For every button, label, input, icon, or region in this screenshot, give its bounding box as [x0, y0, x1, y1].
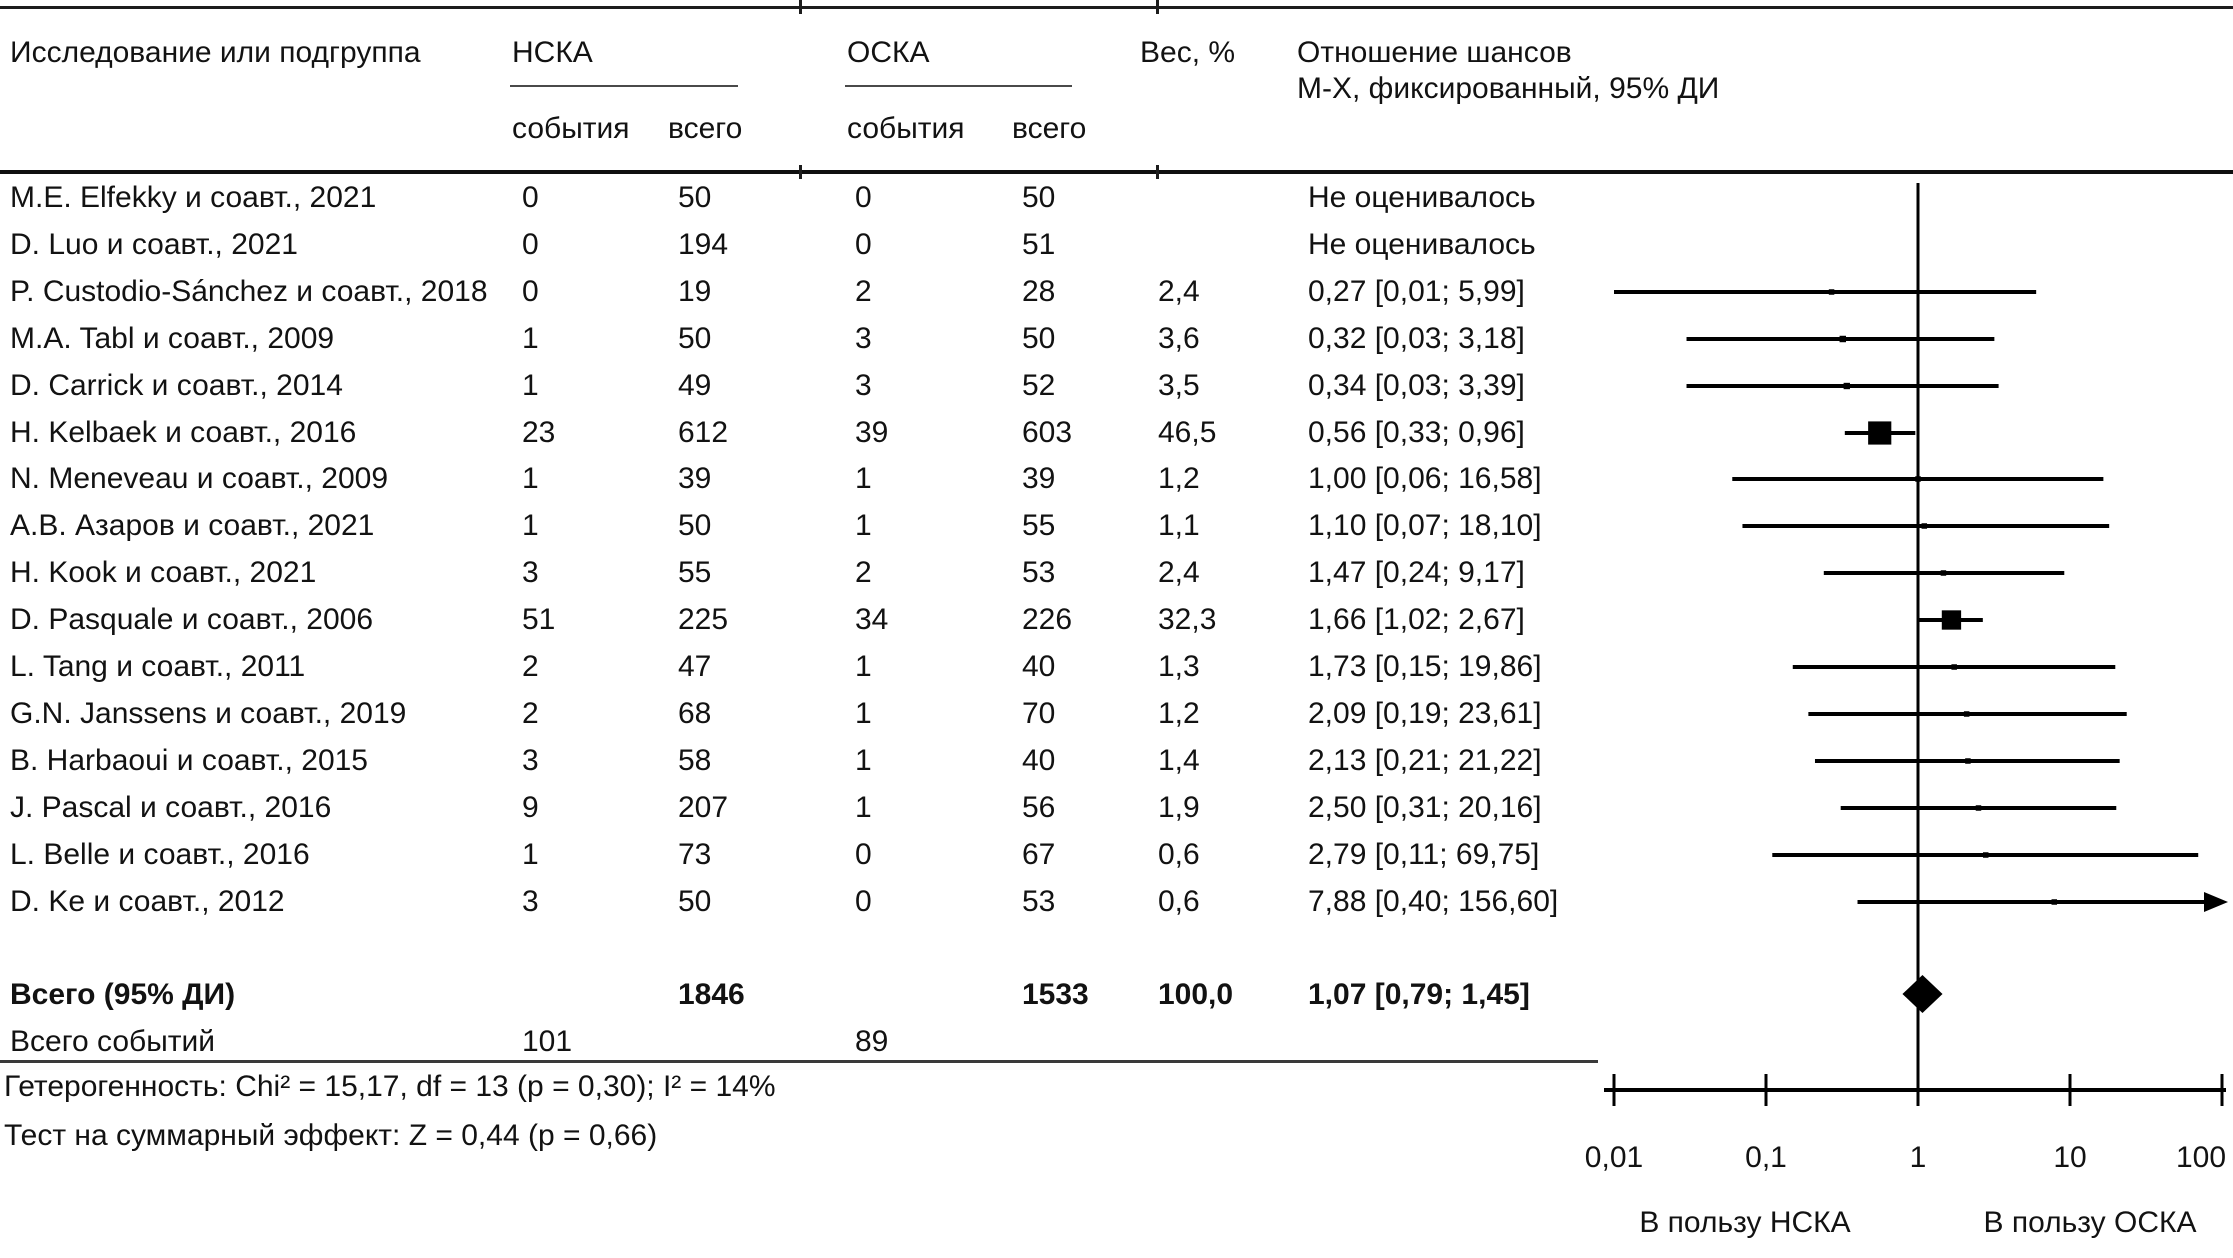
weight: 46,5 [1158, 416, 1217, 449]
oska-total: 70 [1022, 697, 1056, 730]
axis-tick-label: 1 [1909, 1141, 1927, 1174]
or-marker [1915, 476, 1921, 482]
or-marker [1965, 758, 1971, 764]
nska-total: 50 [678, 322, 712, 355]
column-header-weight: Вес, % [1140, 36, 1236, 69]
total-events-nska: 101 [522, 1025, 573, 1058]
nska-events: 9 [522, 791, 539, 824]
or-ci: 1,47 [0,24; 9,17] [1308, 556, 1525, 589]
total-row-label: Всего (95% ДИ) [10, 978, 236, 1011]
oska-total: 50 [1022, 181, 1056, 214]
oska-events: 1 [855, 697, 872, 730]
nska-total: 50 [678, 181, 712, 214]
oska-total: 39 [1022, 462, 1056, 495]
oska-total: 52 [1022, 369, 1056, 402]
study-name: N. Meneveau и соавт., 2009 [10, 462, 389, 495]
nska-events: 3 [522, 885, 539, 918]
weight: 1,2 [1158, 462, 1200, 495]
oska-events: 1 [855, 462, 872, 495]
favors-left-label: В пользу НСКА [1639, 1206, 1851, 1239]
nska-total: 58 [678, 744, 712, 777]
study-name: D. Luo и соавт., 2021 [10, 228, 298, 261]
study-name: L. Tang и соавт., 2011 [10, 650, 306, 683]
total-or-ci: 1,07 [0,79; 1,45] [1308, 978, 1530, 1011]
oska-total: 603 [1022, 416, 1073, 449]
weight: 1,3 [1158, 650, 1200, 683]
study-name: D. Carrick и соавт., 2014 [10, 369, 343, 402]
oska-total: 55 [1022, 509, 1056, 542]
column-header-nska-events: события [512, 112, 630, 145]
nska-total: 207 [678, 791, 729, 824]
column-header-or-line1: Отношение шансов [1297, 36, 1572, 69]
total-events-oska: 89 [855, 1025, 889, 1058]
or-ci: 1,10 [0,07; 18,10] [1308, 509, 1542, 542]
or-marker [1868, 421, 1891, 444]
nska-events: 51 [522, 603, 556, 636]
or-marker [1941, 570, 1947, 576]
nska-total: 225 [678, 603, 729, 636]
nska-events: 0 [522, 228, 539, 261]
column-header-nska-total: всего [668, 112, 743, 145]
oska-events: 0 [855, 228, 872, 261]
column-header-nska-group: НСКА [512, 36, 593, 69]
heterogeneity-note: Гетерогенность: Chi² = 15,17, df = 13 (p = 0,30); I² = 14% [4, 1070, 776, 1103]
column-header-oska-events: события [847, 112, 965, 145]
oska-total: 40 [1022, 650, 1056, 683]
or-ci: 0,32 [0,03; 3,18] [1308, 322, 1525, 355]
or-ci: 2,79 [0,11; 69,75] [1308, 838, 1540, 871]
study-name: H. Kook и соавт., 2021 [10, 556, 317, 589]
column-header-or-line2: М-Х, фиксированный, 95% ДИ [1297, 72, 1720, 105]
oska-total: 51 [1022, 228, 1056, 261]
study-name: B. Harbaoui и соавт., 2015 [10, 744, 368, 777]
or-marker [1844, 383, 1850, 389]
or-ci: 0,34 [0,03; 3,39] [1308, 369, 1525, 402]
nska-total: 50 [678, 509, 712, 542]
oska-events: 0 [855, 838, 872, 871]
or-ci: 2,09 [0,19; 23,61] [1308, 697, 1542, 730]
column-header-oska-group: ОСКА [847, 36, 930, 69]
weight: 32,3 [1158, 603, 1217, 636]
oska-events: 39 [855, 416, 889, 449]
or-ci: 1,66 [1,02; 2,67] [1308, 603, 1525, 636]
study-name: H. Kelbaek и соавт., 2016 [10, 416, 357, 449]
nska-events: 3 [522, 556, 539, 589]
nska-events: 1 [522, 509, 539, 542]
or-ci: Не оценивалось [1308, 228, 1536, 261]
axis-tick-label: 0,01 [1584, 1141, 1644, 1174]
total-events-label: Всего событий [10, 1025, 216, 1058]
study-name: D. Ke и соавт., 2012 [10, 885, 285, 918]
or-ci: 0,27 [0,01; 5,99] [1308, 275, 1525, 308]
or-ci: 0,56 [0,33; 0,96] [1308, 416, 1525, 449]
weight: 1,9 [1158, 791, 1200, 824]
nska-total: 49 [678, 369, 712, 402]
nska-total: 47 [678, 650, 712, 683]
or-marker [1976, 805, 1982, 811]
nska-total: 68 [678, 697, 712, 730]
nska-events: 1 [522, 462, 539, 495]
weight: 3,5 [1158, 369, 1200, 402]
favors-right-label: В пользу ОСКА [1983, 1206, 2197, 1239]
nska-total: 73 [678, 838, 712, 871]
study-name: L. Belle и соавт., 2016 [10, 838, 310, 871]
weight: 0,6 [1158, 885, 1200, 918]
or-marker [2052, 899, 2058, 905]
nska-events: 2 [522, 697, 539, 730]
oska-events: 3 [855, 322, 872, 355]
or-marker [1942, 610, 1961, 629]
ci-arrow-right [2204, 892, 2228, 912]
oska-events: 2 [855, 556, 872, 589]
study-name: D. Pasquale и соавт., 2006 [10, 603, 374, 636]
nska-events: 1 [522, 369, 539, 402]
axis-tick-label: 10 [2053, 1141, 2087, 1174]
or-ci: 2,50 [0,31; 20,16] [1308, 791, 1542, 824]
study-name: M.A. Tabl и соавт., 2009 [10, 322, 335, 355]
or-marker [1829, 289, 1835, 295]
weight: 2,4 [1158, 275, 1200, 308]
oska-total: 67 [1022, 838, 1056, 871]
nska-events: 0 [522, 181, 539, 214]
oska-total: 53 [1022, 885, 1056, 918]
column-header-oska-total: всего [1012, 112, 1087, 145]
or-marker [1983, 852, 1989, 858]
nska-events: 3 [522, 744, 539, 777]
oska-total: 50 [1022, 322, 1056, 355]
oska-total: 28 [1022, 275, 1056, 308]
weight: 2,4 [1158, 556, 1200, 589]
nska-events: 23 [522, 416, 556, 449]
or-ci: Не оценивалось [1308, 181, 1536, 214]
oska-total: 40 [1022, 744, 1056, 777]
or-marker [1922, 523, 1928, 529]
nska-total: 39 [678, 462, 712, 495]
or-ci: 2,13 [0,21; 21,22] [1308, 744, 1542, 777]
study-name: P. Custodio-Sánchez и соавт., 2018 [10, 275, 488, 308]
oska-total: 226 [1022, 603, 1073, 636]
total-weight: 100,0 [1158, 978, 1234, 1011]
weight: 1,1 [1158, 509, 1200, 542]
nska-events: 1 [522, 838, 539, 871]
oska-events: 1 [855, 509, 872, 542]
axis-tick-label: 100 [2175, 1141, 2227, 1174]
study-name: А.В. Азаров и соавт., 2021 [10, 509, 375, 542]
nska-events: 1 [522, 322, 539, 355]
nska-total: 50 [678, 885, 712, 918]
oska-events: 34 [855, 603, 889, 636]
oska-total: 56 [1022, 791, 1056, 824]
oska-events: 1 [855, 791, 872, 824]
study-name: J. Pascal и соавт., 2016 [10, 791, 332, 824]
oska-events: 1 [855, 744, 872, 777]
nska-total: 194 [678, 228, 729, 261]
or-marker [1951, 664, 1957, 670]
oska-events: 1 [855, 650, 872, 683]
weight: 0,6 [1158, 838, 1200, 871]
study-name: G.N. Janssens и соавт., 2019 [10, 697, 407, 730]
study-name: M.E. Elfekky и соавт., 2021 [10, 181, 377, 214]
oska-events: 3 [855, 369, 872, 402]
or-marker [1964, 711, 1970, 717]
total-diamond [1902, 975, 1942, 1013]
column-header-study: Исследование или подгруппа [10, 36, 421, 69]
or-ci: 1,00 [0,06; 16,58] [1308, 462, 1542, 495]
weight: 3,6 [1158, 322, 1200, 355]
nska-total: 19 [678, 275, 712, 308]
weight: 1,2 [1158, 697, 1200, 730]
or-ci: 1,73 [0,15; 19,86] [1308, 650, 1542, 683]
total-nska-total: 1846 [678, 978, 745, 1011]
axis-tick-label: 0,1 [1745, 1141, 1787, 1174]
weight: 1,4 [1158, 744, 1200, 777]
oska-events: 2 [855, 275, 872, 308]
nska-total: 55 [678, 556, 712, 589]
or-marker [1840, 336, 1846, 342]
total-oska-total: 1533 [1022, 978, 1089, 1011]
overall-test-note: Тест на суммарный эффект: Z = 0,44 (p = 0,66) [4, 1119, 658, 1152]
nska-total: 612 [678, 416, 729, 449]
oska-total: 53 [1022, 556, 1056, 589]
nska-events: 0 [522, 275, 539, 308]
or-ci: 7,88 [0,40; 156,60] [1308, 885, 1559, 918]
nska-events: 2 [522, 650, 539, 683]
oska-events: 0 [855, 885, 872, 918]
oska-events: 0 [855, 181, 872, 214]
